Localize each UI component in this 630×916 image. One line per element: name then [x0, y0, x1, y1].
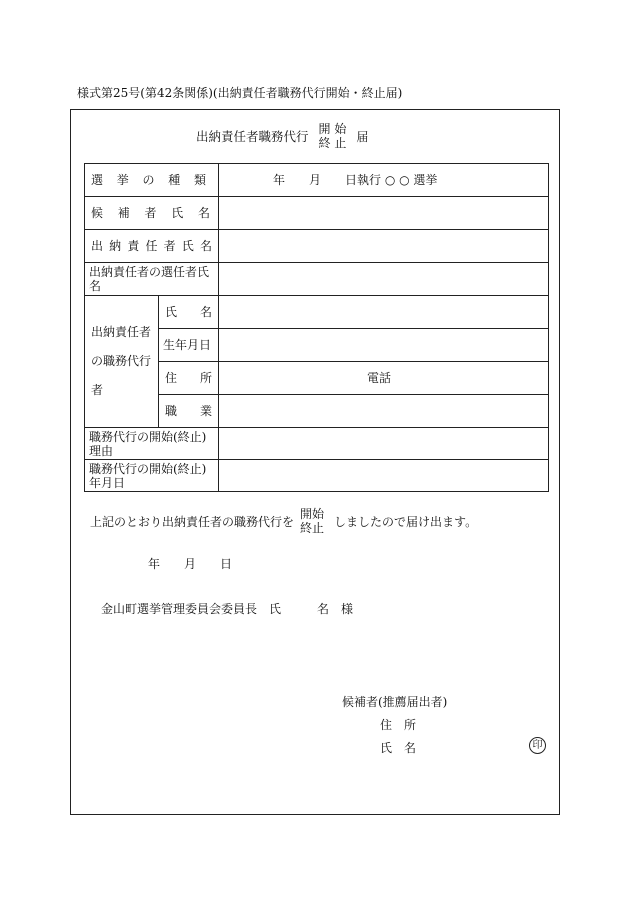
- deputy-address-label: 住 所: [165, 371, 213, 385]
- row-appointer: [85, 263, 549, 296]
- deputy-birth-label: 生年月日: [159, 329, 219, 362]
- deputy-name-field[interactable]: [219, 296, 549, 329]
- row-date: [85, 460, 549, 492]
- reason-field[interactable]: [219, 428, 549, 460]
- deputy-job-field[interactable]: [219, 395, 549, 428]
- submission-date[interactable]: 年 月 日: [148, 557, 233, 571]
- date-field[interactable]: [219, 460, 549, 492]
- title-choice-start: 開 始: [318, 122, 347, 136]
- deputy-label: 出納責任者の職務代行者: [85, 296, 159, 428]
- applicant-title: 候補者(推薦届出者): [342, 695, 448, 709]
- deputy-job-label: 職 業: [165, 404, 213, 418]
- statement-after: しましたので届け出ます。: [334, 514, 478, 529]
- form-title-suffix: 届: [356, 129, 369, 144]
- seal-icon: 印: [529, 737, 546, 754]
- date-label: 職務代行の開始(終止)年月日: [85, 460, 219, 492]
- reason-label: 職務代行の開始(終止)理由: [85, 428, 219, 460]
- applicant-name[interactable]: 氏 名: [380, 741, 417, 755]
- statement-choice-end: 終止: [300, 521, 325, 535]
- candidate-label: 候 補 者 氏 名: [91, 206, 211, 220]
- treasurer-name-field[interactable]: [219, 230, 549, 263]
- addressee: 金山町選挙管理委員会委員長 氏 名 様: [101, 602, 354, 616]
- row-treasurer: [85, 230, 549, 263]
- form-table: [84, 163, 549, 492]
- form-title: [196, 122, 368, 150]
- title-choice-end: 終 止: [318, 136, 347, 150]
- form-title-choice: [319, 122, 347, 150]
- row-election-type: [85, 164, 549, 197]
- row-deputy-name: [85, 296, 549, 329]
- phone-label: 電話: [367, 371, 392, 385]
- statement-choice-start: 開始: [300, 507, 325, 521]
- form-title-main: 出納責任者職務代行: [196, 129, 309, 144]
- deputy-birth-field[interactable]: [219, 329, 549, 362]
- candidate-name-field[interactable]: [219, 197, 549, 230]
- election-value[interactable]: 年 月 日執行 ○ ○ 選挙: [219, 164, 549, 197]
- statement-before: 上記のとおり出納責任者の職務代行を: [90, 514, 295, 529]
- appointer-name-field[interactable]: [219, 263, 549, 296]
- applicant-address[interactable]: 住 所: [380, 718, 417, 732]
- election-type-label: 選 挙 の 種 類: [91, 173, 207, 187]
- row-candidate: [85, 197, 549, 230]
- treasurer-label: 出 納 責 任 者 氏 名: [91, 239, 212, 253]
- deputy-address-field[interactable]: [219, 362, 549, 395]
- form-number: 様式第25号(第42条関係)(出納責任者職務代行開始・終止届): [77, 86, 403, 100]
- row-reason: [85, 428, 549, 460]
- statement: [90, 507, 477, 535]
- appointer-label: 出納責任者の選任者氏名: [85, 263, 219, 296]
- statement-choice: [300, 507, 324, 535]
- deputy-name-label: 氏 名: [165, 305, 213, 319]
